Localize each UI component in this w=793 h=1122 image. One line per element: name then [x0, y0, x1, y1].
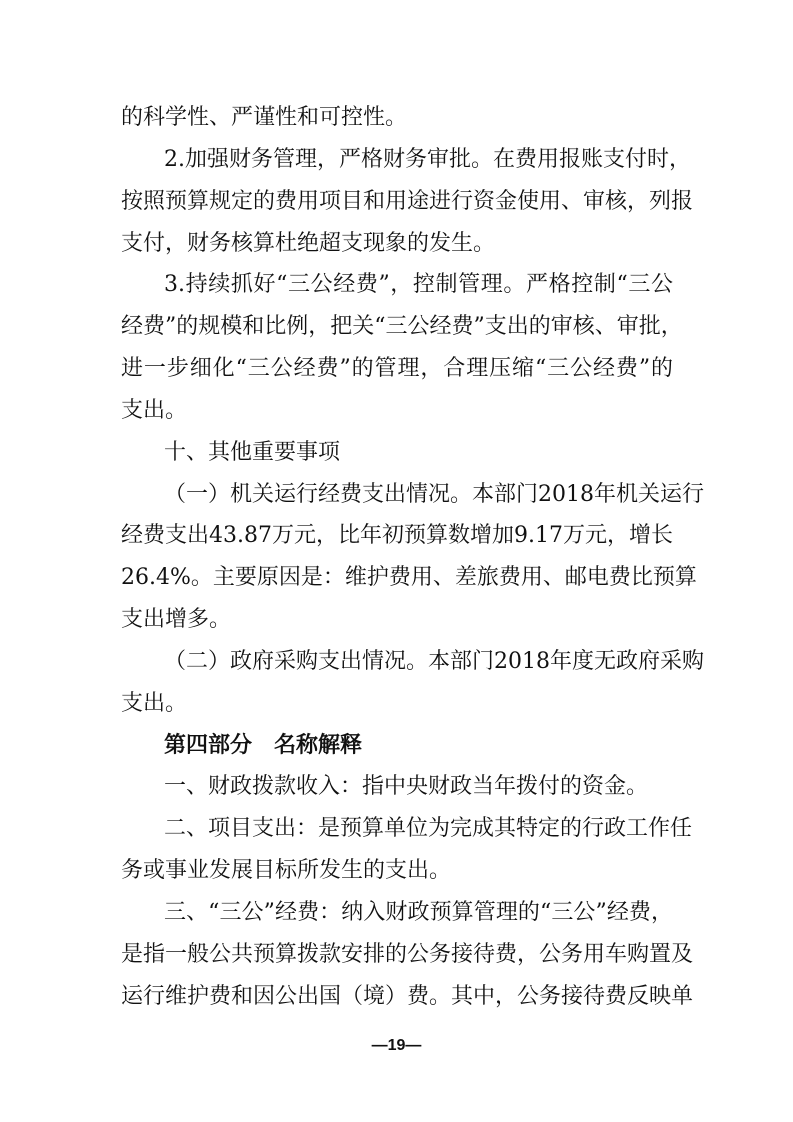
paragraph-line: 26.4%。主要原因是：维护费用、差旅费用、邮电费比预算 [121, 565, 697, 590]
paragraph-line: 支出。 [121, 398, 188, 423]
paragraph-line: 支出增多。 [121, 607, 232, 632]
paragraph-line: 支付，财务核算杜绝超支现象的发生。 [121, 231, 496, 256]
paragraph-line: 经费”的规模和比例，把关“三公经费”支出的审核、审批， [121, 314, 683, 339]
paragraph-line: （二）政府采购支出情况。本部门2018年度无政府采购 [164, 649, 704, 674]
page-number: —19— [371, 1037, 422, 1054]
paragraph-line: 一、财政拨款收入：指中央财政当年拨付的资金。 [164, 774, 649, 799]
paragraph-line: 运行维护费和因公出国（境）费。其中，公务接待费反映单 [121, 984, 694, 1009]
paragraph-line: 务或事业发展目标所发生的支出。 [121, 858, 452, 883]
paragraph-line: 经费支出43.87万元，比年初预算数增加9.17万元，增长 [121, 523, 673, 548]
paragraph-line: 的科学性、严谨性和可控性。 [121, 105, 408, 130]
paragraph-line: 二、项目支出：是预算单位为完成其特定的行政工作任 [164, 816, 693, 841]
paragraph-line: 2.加强财务管理，严格财务审批。在费用报账支付时， [164, 147, 691, 172]
paragraph-line: 按照预算规定的费用项目和用途进行资金使用、审核，列报 [121, 189, 694, 214]
paragraph-line: 三、“三公”经费：纳入财政预算管理的“三公”经费， [164, 900, 673, 925]
part-heading: 第四部分 名称解释 [164, 733, 363, 758]
section-heading: 十、其他重要事项 [164, 440, 341, 465]
paragraph-line: 支出。 [121, 691, 188, 716]
paragraph-line: 进一步细化“三公经费”的管理，合理压缩“三公经费”的 [121, 356, 673, 381]
paragraph-line: （一）机关运行经费支出情况。本部门2018年机关运行 [164, 482, 704, 507]
paragraph-line: 是指一般公共预算拨款安排的公务接待费，公务用车购置及 [121, 942, 694, 967]
paragraph-line: 3.持续抓好“三公经费”，控制管理。严格控制“三公 [164, 272, 673, 297]
